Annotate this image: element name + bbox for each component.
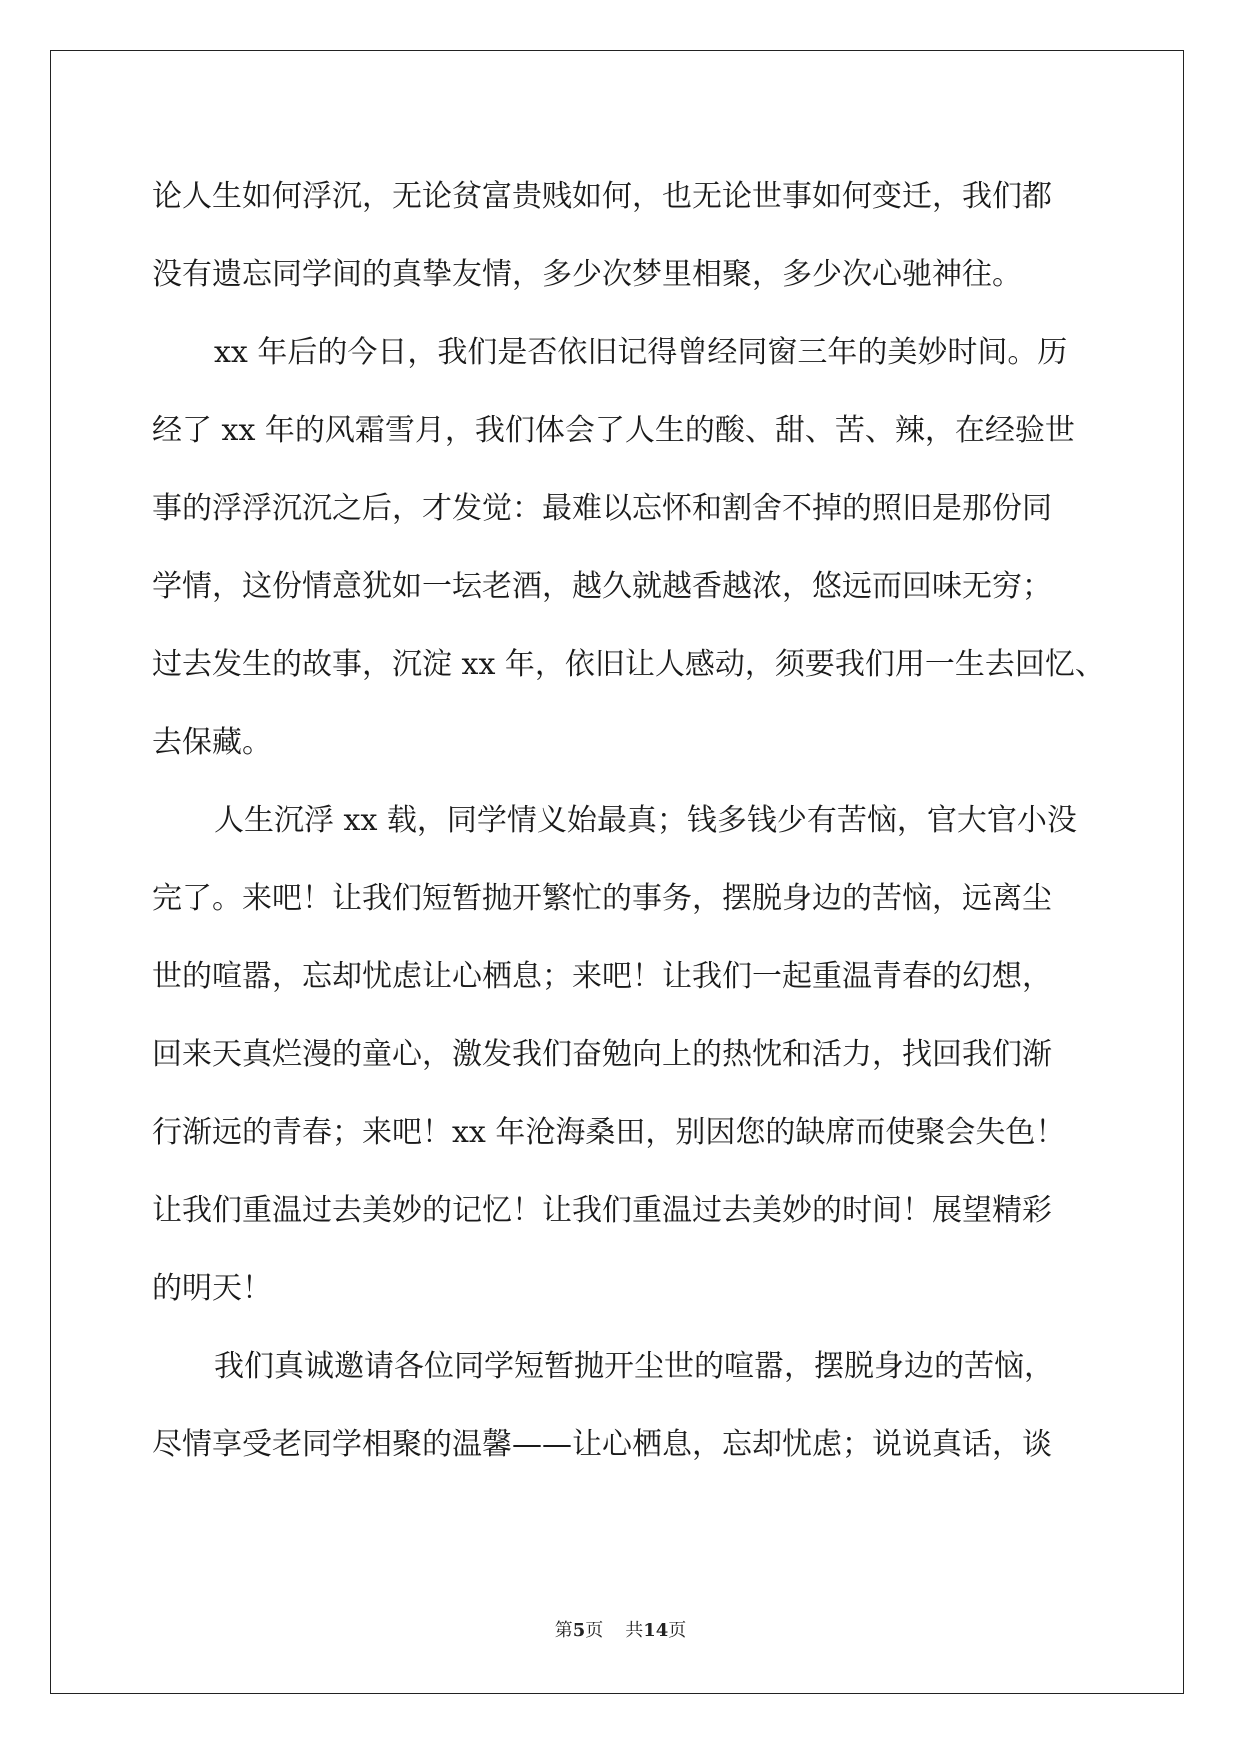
- text-line: 过去发生的故事，沉淀 xx 年，依旧让人感动，须要我们用一生去回忆、: [152, 647, 1105, 682]
- text-line: 人生沉浮 xx 载，同学情义始最真；钱多钱少有苦恼，官大官小没: [214, 803, 1077, 838]
- page-number: 5: [572, 1620, 586, 1641]
- text-line: 行渐远的青春；来吧！xx 年沧海桑田，别因您的缺席而使聚会失色！: [152, 1115, 1066, 1150]
- text-line: 去保藏。: [152, 725, 272, 760]
- text-line: xx 年后的今日，我们是否依旧记得曾经同窗三年的美妙时间。历: [214, 335, 1068, 370]
- total-suffix: 页: [668, 1620, 687, 1641]
- text-line: 完了。来吧！让我们短暂抛开繁忙的事务，摆脱身边的苦恼，远离尘: [152, 881, 1052, 916]
- text-line: 经了 xx 年的风霜雪月，我们体会了人生的酸、甜、苦、辣，在经验世: [152, 413, 1075, 448]
- total-pages: 14: [643, 1620, 669, 1641]
- total-prefix: 共: [625, 1620, 644, 1641]
- text-line: 回来天真烂漫的童心，激发我们奋勉向上的热忱和活力，找回我们渐: [152, 1037, 1052, 1072]
- page-prefix: 第: [554, 1620, 573, 1641]
- text-line: 没有遗忘同学间的真挚友情，多少次梦里相聚，多少次心驰神往。: [152, 257, 1022, 292]
- text-line: 事的浮浮沉沉之后，才发觉：最难以忘怀和割舍不掉的照旧是那份同: [152, 491, 1052, 526]
- text-line: 尽情享受老同学相聚的温馨——让心栖息，忘却忧虑；说说真话，谈: [152, 1427, 1052, 1462]
- text-line: 学情，这份情意犹如一坛老酒，越久就越香越浓，悠远而回味无穷；: [152, 569, 1052, 604]
- text-line: 我们真诚邀请各位同学短暂抛开尘世的喧嚣，摆脱身边的苦恼，: [214, 1349, 1054, 1384]
- text-line: 世的喧嚣，忘却忧虑让心栖息；来吧！让我们一起重温青春的幻想，: [152, 959, 1052, 994]
- document-body: [152, 158, 1105, 1484]
- text-line: 让我们重温过去美妙的记忆！让我们重温过去美妙的时间！展望精彩: [152, 1193, 1052, 1228]
- text-line: 的明天！: [152, 1271, 272, 1306]
- page-footer: [0, 1616, 1241, 1642]
- page-suffix: 页: [585, 1620, 604, 1641]
- text-line: 论人生如何浮沉，无论贫富贵贱如何，也无论世事如何变迁，我们都: [152, 179, 1052, 214]
